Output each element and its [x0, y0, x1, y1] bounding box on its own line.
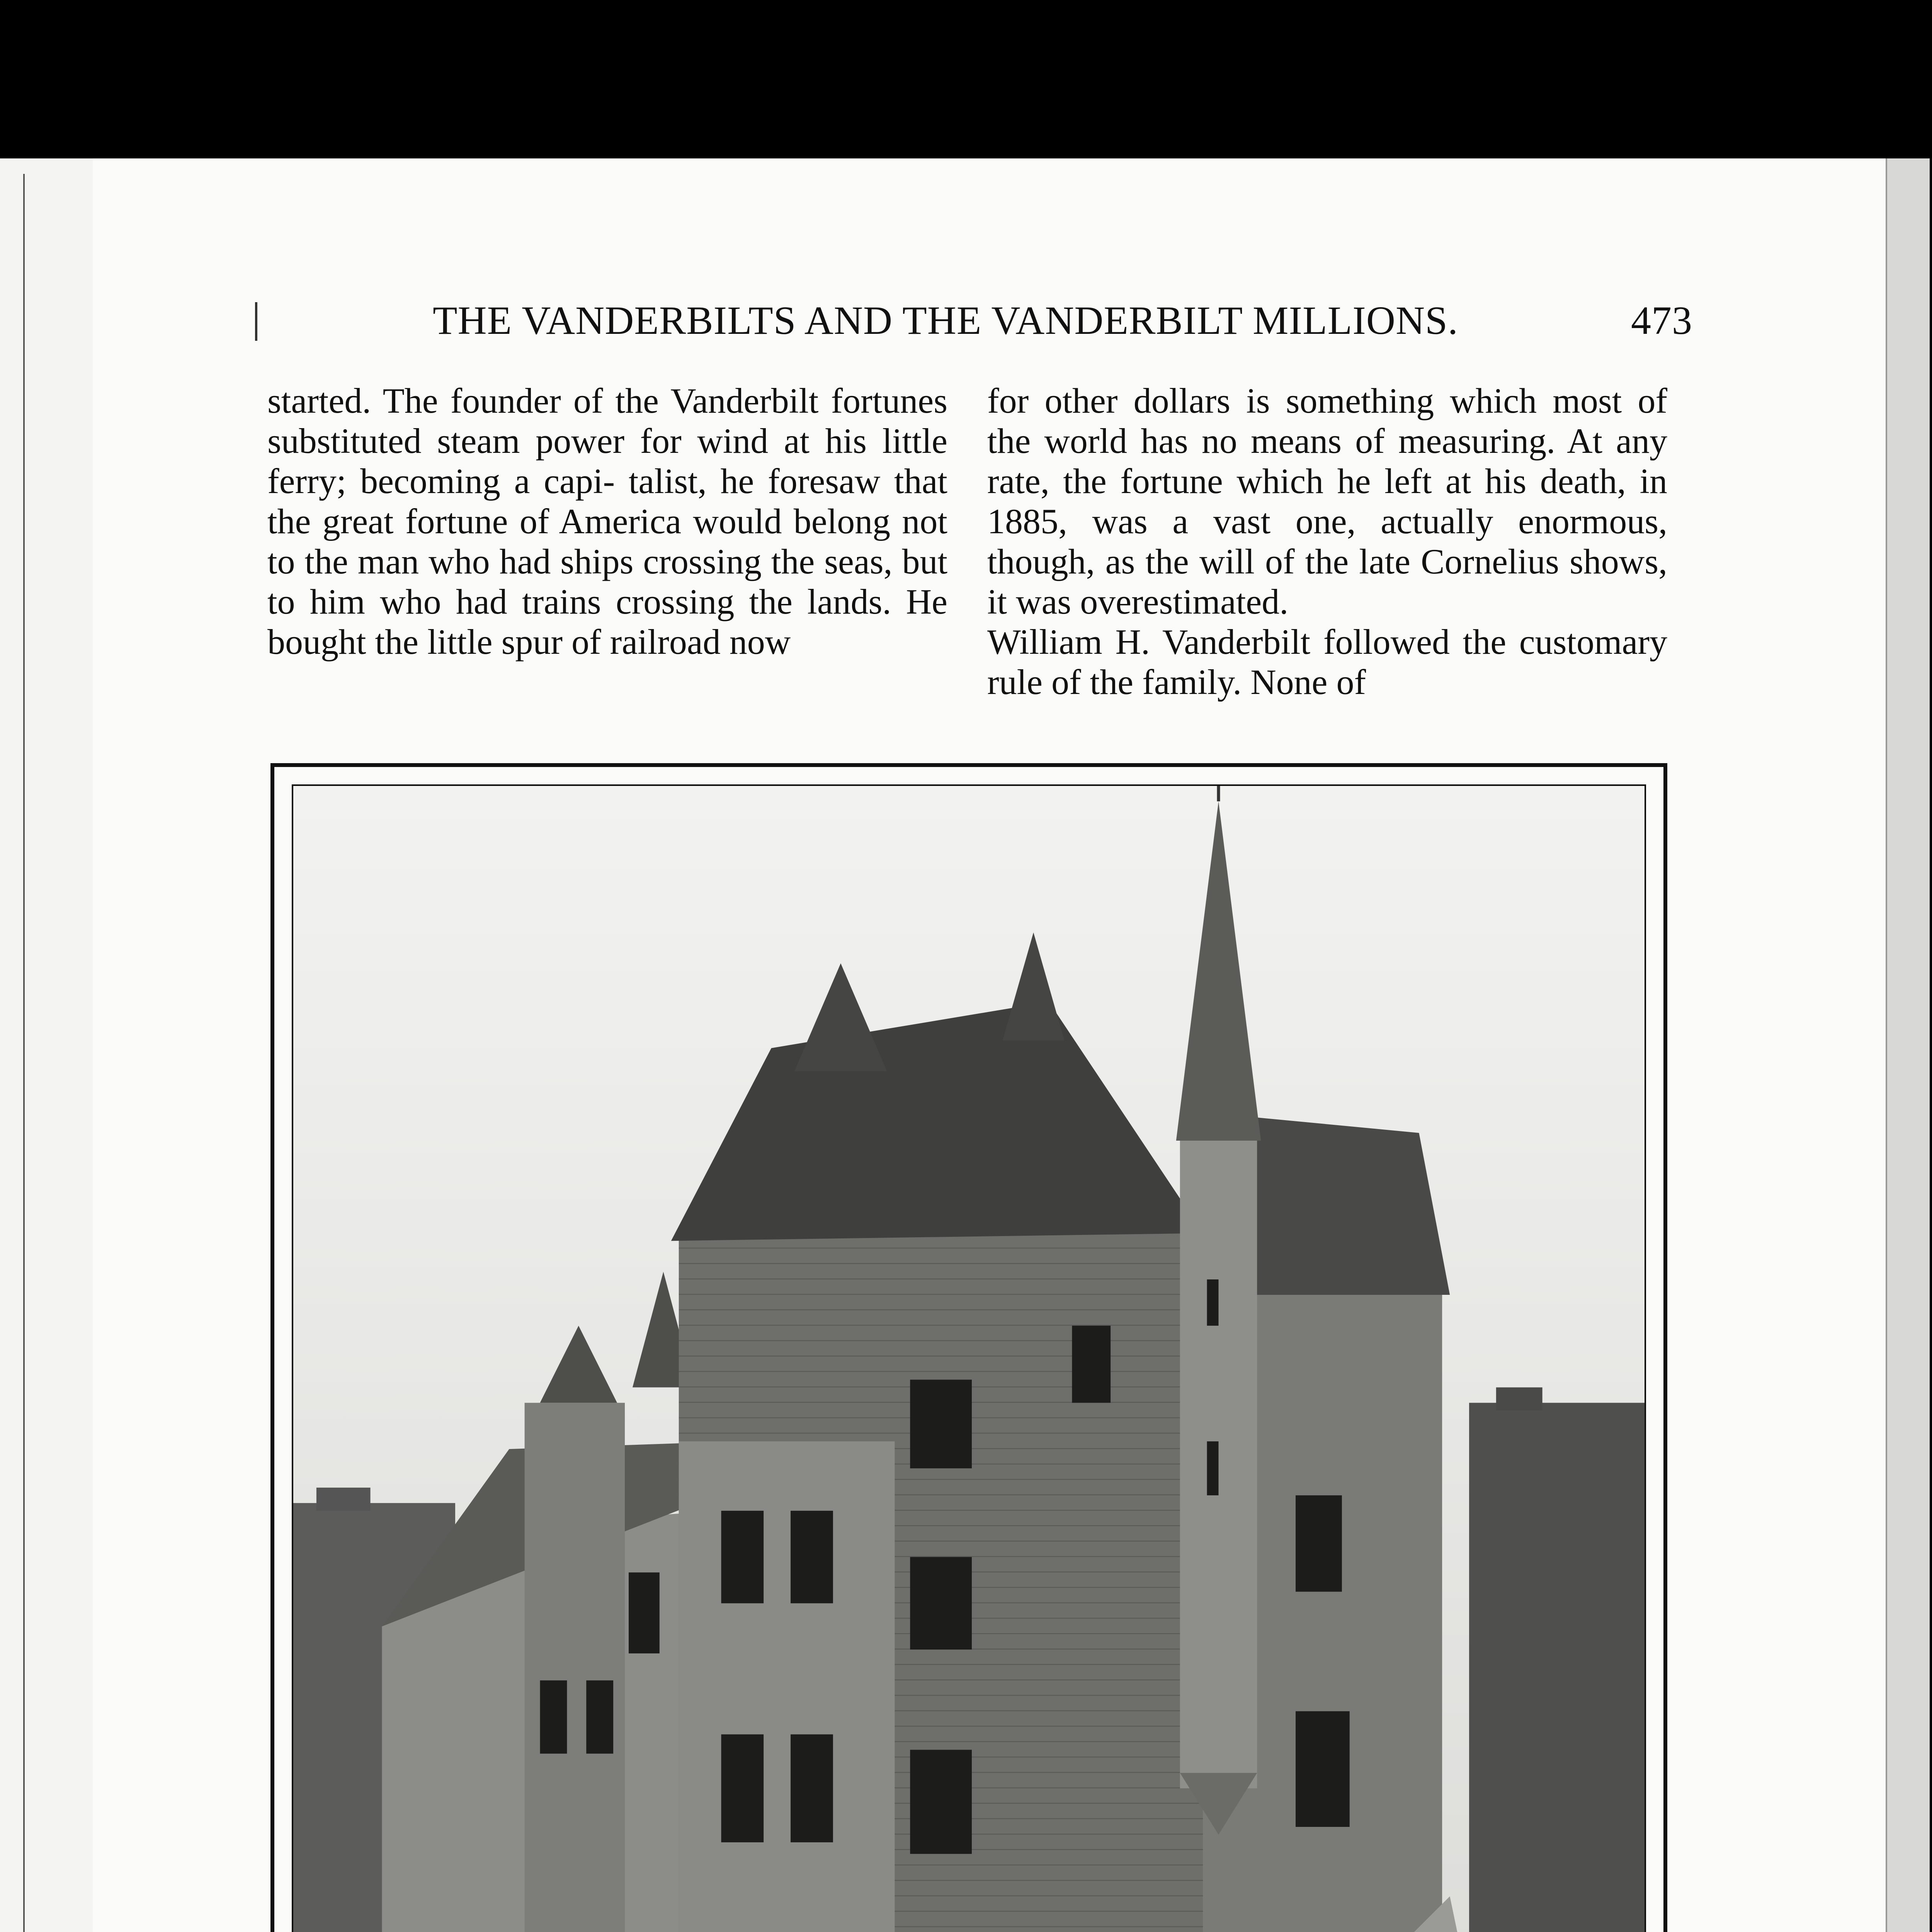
mansion-photograph — [292, 784, 1646, 1932]
running-head — [255, 298, 1692, 344]
margin-bar — [255, 302, 257, 341]
left-page-edge — [0, 158, 95, 1932]
text-column-top-left: started. The founder of the Vanderbilt fortunes substituted steam power for wind at his little ferry; becoming a capi- talist, he foresaw that the great fortune of America would belong not to the man who had ships crossing the seas, but to him who had trains crossing the lands. He bought the little spur of railroad now — [267, 381, 947, 662]
page-number: 473 — [1631, 298, 1692, 343]
running-title: THE VANDERBILTS AND THE VANDERBILT MILLIONS. — [433, 298, 1458, 343]
text-column-top-right: for other dollars is something which most of the world has no means of measuring. At any rate, the fortune which he left at his death, in 1885, was a vast one, actually enormous, though, as the will of the late Cornelius shows, it was overestimated. William H. Vanderbilt followed the customary rule of the family. None of — [987, 381, 1667, 702]
mansion-illustration — [293, 786, 1645, 1932]
right-page-edge — [1886, 158, 1930, 1932]
